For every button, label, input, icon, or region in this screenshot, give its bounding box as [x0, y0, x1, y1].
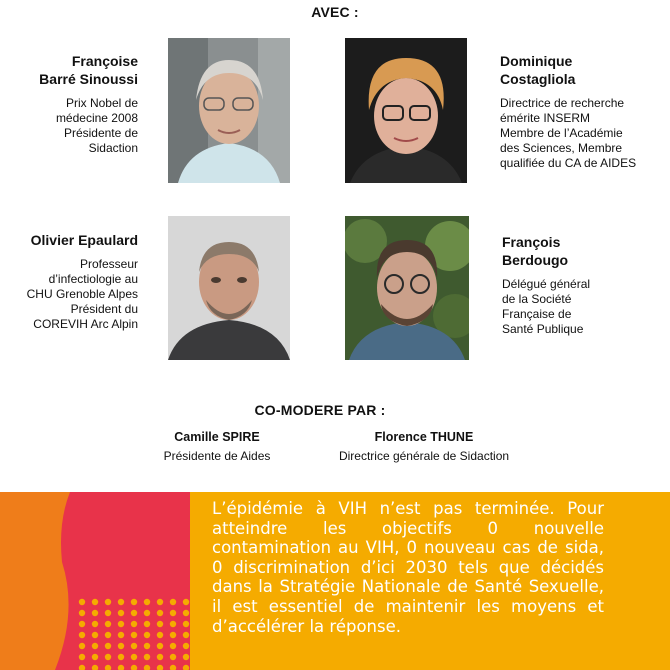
decorative-dot	[131, 599, 137, 605]
banner-text: L’épidémie à VIH n’est pas terminée. Pour atteindre les objectifs 0 nouvelle contamination au VIH, 0 nouveau cas de sida, 0 discrimination d’ici 2030 tels que décidés dans la Stratégie Nationale de Santé Sexuelle, il est essentiel de maintenir les moyens et d’accélérer la réponse.	[212, 499, 604, 636]
speaker-3-photo	[168, 216, 290, 360]
speaker-3-role-line: COREVIH Arc Alpin	[33, 317, 138, 331]
decorative-dot	[144, 654, 150, 660]
decorative-dot	[79, 654, 85, 660]
decorative-dot	[79, 599, 85, 605]
decorative-dot	[118, 610, 124, 616]
decorative-dot	[183, 610, 189, 616]
decorative-dot	[157, 621, 163, 627]
decorative-dot	[157, 632, 163, 638]
decorative-dot	[144, 621, 150, 627]
avec-heading: AVEC :	[311, 4, 359, 20]
decorative-dot	[79, 643, 85, 649]
speaker-1-photo	[168, 38, 290, 183]
decorative-dot	[183, 621, 189, 627]
speaker-2-name-line1: Dominique	[500, 53, 573, 69]
decorative-dot	[92, 621, 98, 627]
decorative-dot	[105, 643, 111, 649]
banner-decoration	[0, 492, 210, 670]
decorative-dot	[157, 610, 163, 616]
decorative-dot	[131, 610, 137, 616]
decorative-dot	[183, 599, 189, 605]
speaker-1-role-line: Prix Nobel de	[65, 96, 138, 110]
decorative-dot	[170, 621, 176, 627]
decorative-dot	[131, 632, 137, 638]
speaker-2-photo	[345, 38, 467, 183]
speaker-4-role-line: Santé Publique	[502, 322, 584, 336]
decorative-dot	[79, 610, 85, 616]
decorative-dot	[170, 610, 176, 616]
decorative-dot	[92, 632, 98, 638]
speaker-3-role-line: d’infectiologie au	[48, 272, 138, 286]
decorative-dot	[157, 599, 163, 605]
decorative-dot	[144, 632, 150, 638]
speaker-4-name-line2: Berdougo	[502, 252, 569, 268]
speaker-4-text	[502, 233, 670, 337]
decorative-dot	[105, 654, 111, 660]
decorative-dot	[157, 643, 163, 649]
decorative-dot	[170, 632, 176, 638]
speaker-4-photo	[345, 216, 469, 360]
decorative-dot	[105, 621, 111, 627]
moderator-1	[140, 430, 294, 463]
decorative-dot	[170, 643, 176, 649]
speaker-3-role-line: Président du	[70, 302, 138, 316]
decorative-dot	[118, 621, 124, 627]
decorative-dot	[92, 599, 98, 605]
moderator-2-role: Directrice générale de Sidaction	[338, 449, 510, 463]
moderator-1-name: Camille SPIRE	[174, 430, 260, 444]
speaker-2-name-line2: Costagliola	[500, 71, 576, 87]
decorative-dot	[105, 610, 111, 616]
decorative-dot	[118, 632, 124, 638]
comodere-heading: CO-MODERE PAR :	[254, 402, 386, 418]
moderator-2	[322, 430, 526, 463]
decorative-dot	[183, 643, 189, 649]
speaker-1-role-line: médecine 2008	[55, 111, 138, 125]
decorative-dot	[131, 654, 137, 660]
decorative-dot	[118, 599, 124, 605]
decorative-dot	[183, 632, 189, 638]
speaker-3-name-line1: Olivier Epaulard	[30, 232, 138, 248]
decorative-dot	[131, 643, 137, 649]
decorative-dot	[170, 599, 176, 605]
speaker-1-role-line: Sidaction	[88, 141, 138, 155]
decorative-dot	[92, 610, 98, 616]
speaker-4-role-line: Française de	[502, 307, 572, 321]
speaker-2-role-line: qualifiée du CA de AIDES	[500, 156, 637, 170]
speaker-2-text	[500, 52, 670, 171]
speaker-3-text	[0, 231, 138, 332]
speaker-1-role-line: Présidente de	[63, 126, 138, 140]
speaker-2-role-line: Membre de l’Académie	[500, 126, 623, 140]
decorative-dot	[144, 599, 150, 605]
speaker-2-role-line: Directrice de recherche	[500, 96, 625, 110]
decorative-dot	[92, 643, 98, 649]
decorative-dot	[170, 654, 176, 660]
speaker-1-name-line1: Françoise	[71, 53, 138, 69]
decorative-dot	[144, 643, 150, 649]
speaker-4-name-line1: François	[502, 234, 561, 250]
decorative-dot	[183, 654, 189, 660]
message-banner	[0, 492, 670, 670]
decorative-dot	[79, 632, 85, 638]
decorative-dot	[118, 654, 124, 660]
decorative-dot	[131, 621, 137, 627]
decorative-dot	[157, 654, 163, 660]
decorative-dot	[105, 632, 111, 638]
decorative-dot	[105, 599, 111, 605]
speaker-3-role-line: CHU Grenoble Alpes	[26, 287, 138, 301]
speaker-4-role-line: de la Société	[502, 292, 572, 306]
speaker-3-role-line: Professeur	[79, 257, 138, 271]
moderator-1-role: Présidente de Aides	[163, 449, 271, 463]
decorative-dot	[79, 621, 85, 627]
decorative-dot	[118, 643, 124, 649]
decorative-dot	[144, 610, 150, 616]
speaker-2-role-line: émérite INSERM	[500, 111, 591, 125]
speaker-1-name-line2: Barré Sinoussi	[39, 71, 138, 87]
speaker-4-role-line: Délégué général	[502, 277, 591, 291]
decorative-dot	[92, 654, 98, 660]
moderator-2-name: Florence THUNE	[374, 430, 474, 444]
speaker-1-text	[0, 52, 138, 156]
speaker-2-role-line: des Sciences, Membre	[500, 141, 623, 155]
